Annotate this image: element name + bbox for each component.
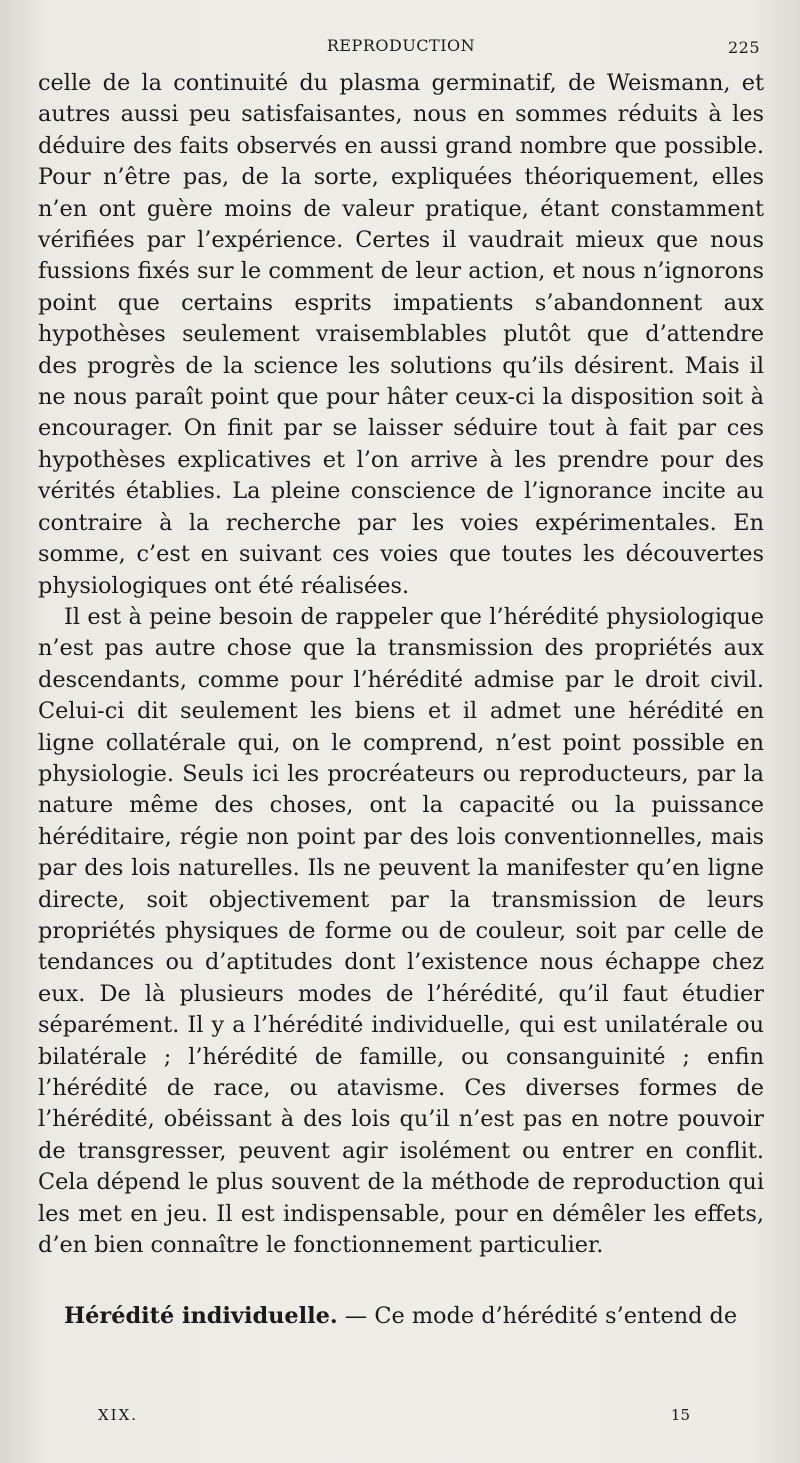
section-gap [38,1261,764,1301]
signature-mark: XIX. [98,1406,139,1424]
running-title: REPRODUCTION [326,36,476,55]
page-footer [38,1406,764,1430]
body-text [38,68,764,1261]
page-number: 225 [727,38,760,57]
section-paragraph [38,1301,764,1332]
sheet-number: 15 [670,1406,690,1424]
section-text: — Ce mode d’hérédité s’entend de [337,1303,738,1330]
section-title: Hérédité individuelle. [64,1303,338,1330]
paragraph-continuation: celle de la continuité du plasma germinatif, de Weismann, et autres aussi peu satisfaisantes, nous en sommes réduits à les déduire des faits observés en aussi grand nombre que possible. Pour n’être pas, de la sorte, expliquées théoriquement, elles n’en ont guère moins de valeur pratique, étant constamment vérifiées par l’expérience. Certes il vaudrait mieux que nous fussions fixés sur le comment de leur action, et nous n’ignorons point que certains esprits impatients s’abandonnent aux hypothèses seulement vraisemblables plutôt que d’attendre des progrès de la science les solutions qu’ils désirent. Mais il ne nous paraît point que pour hâter ceux-ci la disposition soit à encourager. On finit par se laisser séduire tout à fait par ces hypothèses explicatives et l’on arrive à les prendre pour des vérités établies. La pleine conscience de l’ignorance incite au contraire à la recherche par les voies expérimentales. En somme, c’est en suivant ces voies que toutes les découvertes physiologiques ont été réalisées. [38,70,764,599]
page-header [38,32,764,62]
paragraph-heredite: Il est à peine besoin de rappeler que l’hérédité physiologique n’est pas autre chose que la transmission des propriétés aux descendants, comme pour l’hérédité admise par le droit civil. Celui-ci dit seulement les biens et il admet une hérédité en ligne collatérale qui, on le comprend, n’est point possible en physiologie. Seuls ici les procréateurs ou reproducteurs, par la nature même des choses, ont la capacité ou la puissance héréditaire, régie non point par des lois conventionnelles, mais par des lois naturelles. Ils ne peuvent la manifester qu’en ligne directe, soit objectivement par la transmission de leurs propriétés physiques de forme ou de couleur, soit par celle de tendances ou d’aptitudes dont l’existence nous échappe chez eux. De là plusieurs modes de l’hérédité, qu’il faut étudier séparément. Il y a l’hérédité individuelle, qui est unilatérale ou bilatérale ; l’hérédité de famille, ou consanguinité ; enfin l’hérédité de race, ou atavisme. Ces diverses formes de l’hérédité, obéissant à des lois qu’il n’est pas en notre pouvoir de transgresser, peuvent agir isolément ou entrer en conflit. Cela dépend le plus souvent de la méthode de reproduction qui les met en jeu. Il est indispensable, pour en démêler les effets, d’en bien connaître le fonctionnement particulier. [38,603,764,1259]
